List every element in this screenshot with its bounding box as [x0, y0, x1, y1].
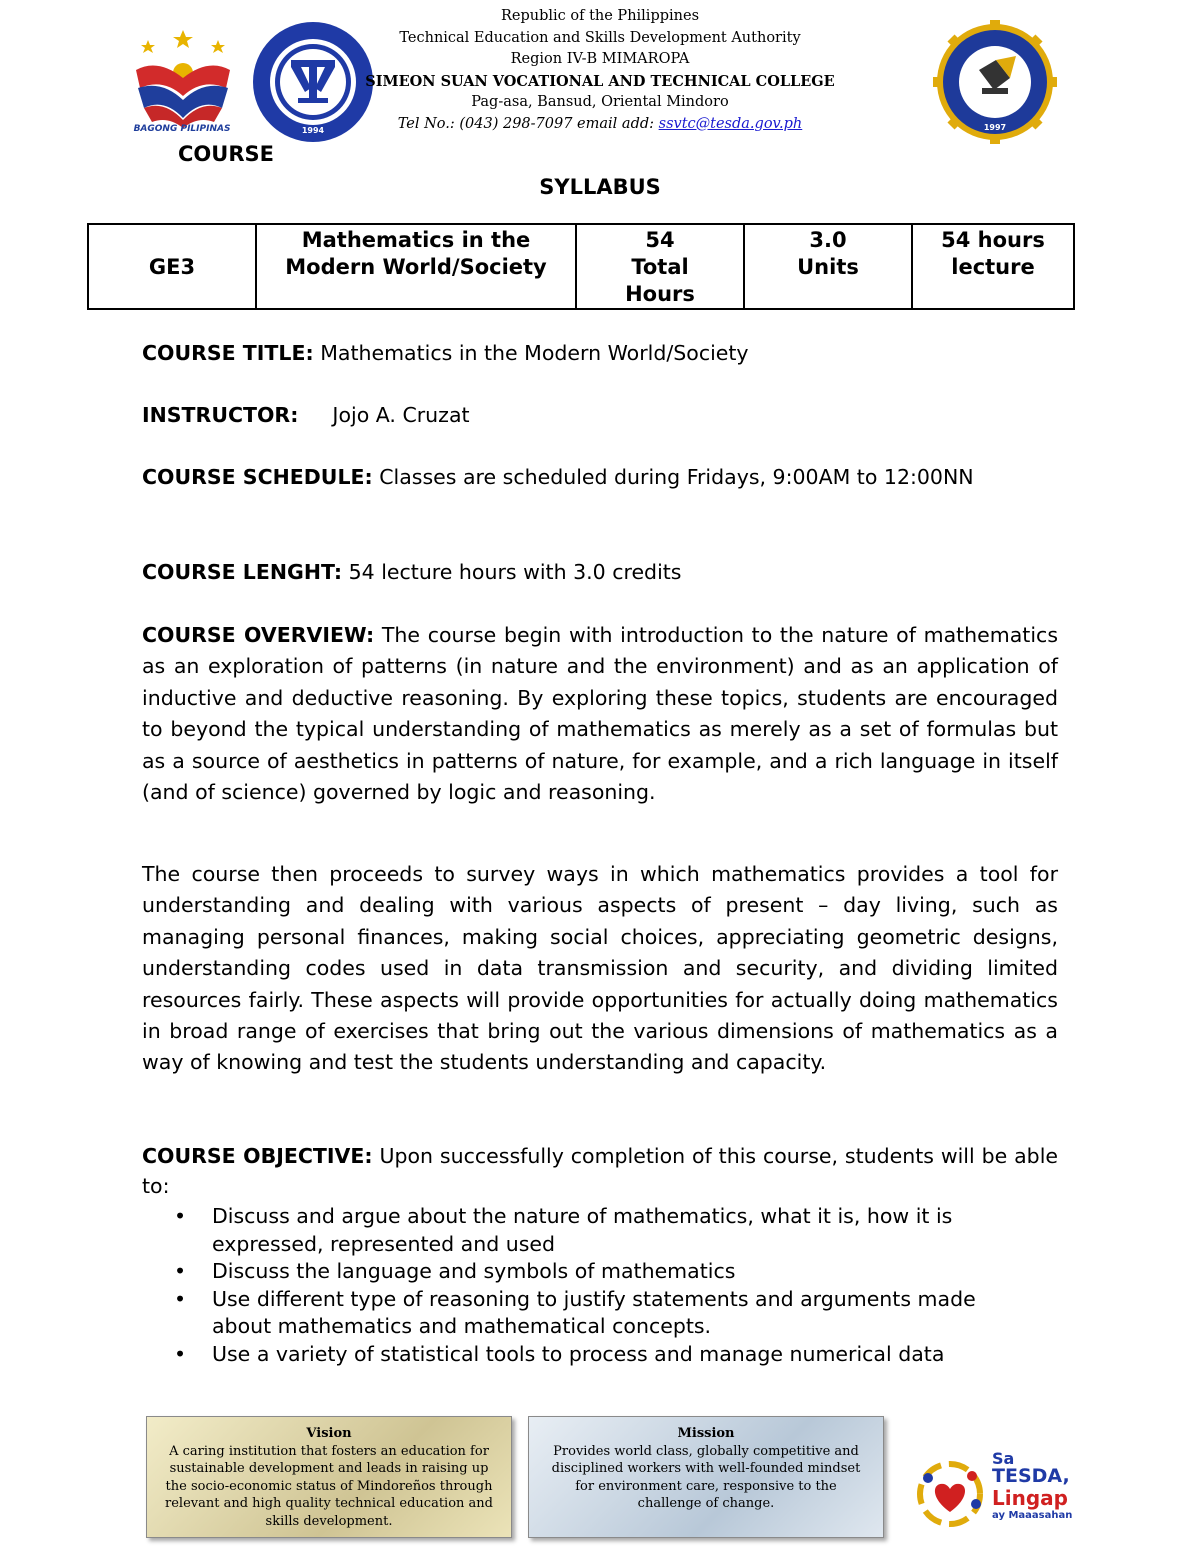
units-value: 3.0	[809, 228, 847, 252]
lecture-label: lecture	[951, 255, 1035, 279]
bullet-icon: •	[174, 1204, 187, 1228]
vision-box	[146, 1416, 512, 1538]
length-value: 54 lecture hours with 3.0 credits	[342, 560, 682, 584]
lecture-hours: 54 hours	[941, 228, 1045, 252]
units-cell	[744, 224, 912, 309]
objective-label: COURSE OBJECTIVE:	[142, 1144, 373, 1168]
instructor-field	[142, 400, 1058, 431]
letterhead-line-republic: Republic of the Philippines	[500, 8, 700, 24]
course-name-line1: Mathematics in the	[301, 228, 531, 252]
units-label: Units	[797, 255, 859, 279]
email-link[interactable]: ssvtc@tesda.gov.ph	[658, 115, 803, 132]
objective-text-continued: about mathematics and mathematical concepts.	[212, 1314, 712, 1338]
letterhead-line-college: SIMEON SUAN VOCATIONAL AND TECHNICAL COLLEGE	[365, 72, 835, 90]
total-hours-label2: Hours	[625, 282, 695, 306]
vision-text: A caring institution that fosters an education for sustainable development and leads in raising up the socio-economic status of Mindoreños through relevant and high quality technical education and skills development.	[165, 1443, 493, 1529]
objective-text: Discuss and argue about the nature of mathematics, what it is, how it is expressed, represented and used	[212, 1204, 953, 1256]
total-hours-cell	[576, 224, 744, 309]
total-hours-value: 54	[645, 228, 675, 252]
list-item	[142, 1341, 1042, 1369]
ssvtc-seal-year: 1997	[983, 123, 1007, 132]
lingap-sa: Sa	[992, 1449, 1015, 1468]
overview-field	[142, 620, 1058, 808]
bagong-pilipinas-logo	[118, 28, 248, 140]
letterhead	[360, 6, 840, 135]
tesda-seal-year: 1994	[301, 126, 325, 135]
bullet-icon: •	[174, 1259, 187, 1283]
mission-text: Provides world class, globally competitive and disciplined workers with well-founded mindset for environment care, responsive to the challenge of change.	[551, 1443, 861, 1511]
mission-box	[528, 1416, 884, 1538]
vision-title: Vision	[306, 1426, 352, 1441]
tesda-lingap-logo	[910, 1448, 1085, 1538]
letterhead-line-region: Region IV-B MIMAROPA	[510, 51, 690, 67]
course-info-table	[87, 223, 1075, 310]
objective-text: Discuss the language and symbols of mathematics	[212, 1259, 736, 1283]
letterhead-line-tesda: Technical Education and Skills Development Authority	[399, 29, 801, 46]
mission-title: Mission	[677, 1426, 735, 1441]
total-hours-label1: Total	[631, 255, 689, 279]
length-label: COURSE LENGHT:	[142, 560, 343, 584]
lingap-hearts-icon	[910, 1454, 990, 1534]
overview-label: COURSE OVERVIEW:	[142, 623, 375, 647]
instructor-value: Jojo A. Cruzat	[332, 403, 470, 427]
lingap-lingap: Lingap	[992, 1486, 1068, 1510]
bullet-icon: •	[174, 1341, 187, 1366]
overview-paragraph-2: The course then proceeds to survey ways in which mathematics provides a tool for understanding and dealing with various aspects of present – day living, such as managing personal finances, making social choices, appreciating geometric designs, understanding codes used in data transmission and security, and dividing limited resources fairly. These aspects will provide opportunities for actually doing mathematics in broad range of exercises that bring out the various dimensions of mathematics as a way of knowing and test the students understanding and capacity.	[142, 862, 1058, 1075]
course-code: GE3	[148, 255, 196, 279]
course-title-field	[142, 338, 1058, 369]
syllabus-heading: SYLLABUS	[539, 175, 661, 199]
list-item	[142, 1286, 1042, 1314]
letterhead-contact	[360, 114, 840, 136]
schedule-label: COURSE SCHEDULE:	[142, 465, 373, 489]
overview-value: The course begin with introduction to the nature of mathematics as an exploration of patterns (in nature and the environment) and as an application of inductive and deductive reasoning. By exploring these topics, students are encouraged to beyond the typical understanding of mathematics as merely as a set of formulas but as a source of aesthetics in patterns of nature, for example, and a rich language in itself (and of science) governed by logic and reasoning.	[142, 623, 1058, 805]
objective-text: Use a variety of statistical tools to process and manage numerical data	[212, 1341, 945, 1366]
lecture-cell	[912, 224, 1074, 309]
lingap-tesda: TESDA,	[992, 1465, 1070, 1487]
lingap-maaasahan: ay Maaasahan	[992, 1510, 1073, 1521]
list-item	[142, 1203, 1042, 1258]
letterhead-line-address: Pag-asa, Bansud, Oriental Mindoro	[471, 94, 729, 110]
schedule-value: Classes are scheduled during Fridays, 9:00AM to 12:00NN	[372, 465, 974, 489]
schedule-field	[142, 462, 1058, 493]
course-name-cell	[256, 224, 576, 309]
ssvtc-seal-logo	[924, 20, 1066, 144]
course-info-row	[88, 224, 1074, 309]
objectives-list	[142, 1203, 1042, 1368]
list-item	[142, 1258, 1042, 1286]
tesda-seal-logo	[248, 22, 378, 142]
length-field	[142, 557, 1058, 588]
list-item-continued	[142, 1313, 1042, 1341]
objective-value: Upon successfully completion of this course, students will be able to:	[142, 1144, 1058, 1198]
tesda-seal-icon	[248, 22, 378, 142]
course-name-line2: Modern World/Society	[285, 255, 547, 279]
letterhead-contact-text: Tel No.: (043) 298-7097 email add:	[397, 115, 655, 132]
course-heading: COURSE	[178, 142, 274, 166]
course-code-cell	[88, 224, 256, 309]
bullet-icon: •	[174, 1286, 187, 1311]
objective-text: Use different type of reasoning to justify statements and arguments made	[212, 1286, 976, 1311]
course-title-value: Mathematics in the Modern World/Society	[313, 341, 749, 365]
objective-field	[142, 1141, 1058, 1201]
bagong-pilipinas-caption: BAGONG PILIPINAS	[133, 124, 231, 134]
instructor-label: INSTRUCTOR:	[142, 403, 299, 427]
course-title-label: COURSE TITLE:	[142, 341, 314, 365]
